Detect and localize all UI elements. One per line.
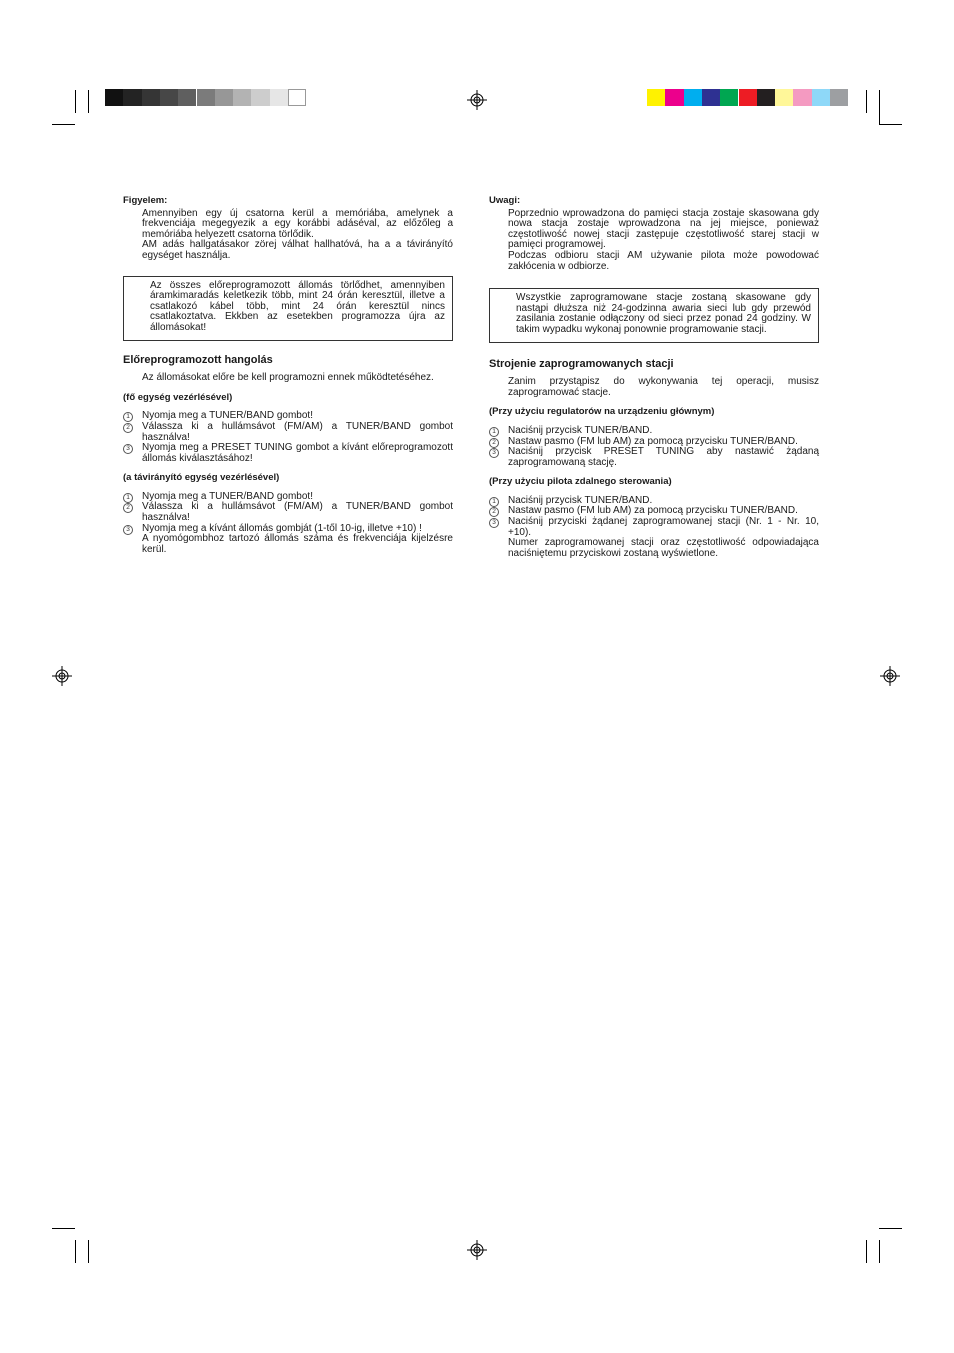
step-item [489, 517, 819, 538]
step-number-icon: 1 [489, 497, 499, 507]
step-text: Nastaw pasmo (FM lub AM) za pomocą przycisku TUNER/BAND. [508, 505, 798, 517]
color-swatch [665, 89, 683, 106]
step-text: Nyomja meg a TUNER/BAND gombot! [142, 490, 313, 502]
color-swatch [270, 89, 288, 106]
section-intro: Az állomásokat előre be kell programozni ennek működtetéséhez. [142, 372, 434, 384]
step-item [123, 422, 453, 443]
crop-mark [866, 90, 867, 113]
crop-mark [879, 124, 902, 125]
step-text: Nyomja meg a PRESET TUNING gombot a kívánt előreprogramozott állomás kiválasztásához! [142, 442, 453, 464]
color-swatch [142, 89, 160, 106]
registration-mark-icon [880, 666, 900, 686]
memory-warning-box [489, 288, 819, 342]
memory-warning-text: Wszystkie zaprogramowane stacje zostaną skasowane gdy nastąpi dłuższa niż 24-godzinna awaria sieci lub gdy przewód zasilania zostanie odłączony od sieci przez ponad 24 godziny. W takim wypadku wykonaj ponownie programowanie stacji. [516, 292, 811, 335]
section-heading: Strojenie zaprogramowanych stacji [489, 357, 674, 370]
crop-mark [879, 1240, 880, 1263]
subsection-heading: (a távirányító egység vezérlésével) [123, 472, 280, 484]
step-list [123, 411, 453, 464]
note-label: Uwagi: [489, 195, 521, 206]
step-number-icon: 2 [489, 507, 499, 517]
crop-mark [75, 1240, 76, 1263]
color-swatch [684, 89, 702, 106]
crop-mark [88, 90, 89, 113]
section-heading: Előreprogramozott hangolás [123, 353, 273, 366]
polish-column [489, 196, 819, 559]
color-swatch [178, 89, 196, 106]
subsection-heading: (fő egység vezérlésével) [123, 391, 233, 403]
color-swatch [812, 89, 830, 106]
color-swatch [123, 89, 141, 106]
note-paragraph: Podczas odbioru stacji AM używanie pilota może powodować zakłócenia w odbiorze. [508, 249, 819, 272]
color-swatch [720, 89, 738, 106]
registration-mark-icon [52, 666, 72, 686]
crop-mark [52, 1228, 75, 1229]
note-paragraph: AM adás hallgatásakor zörej válhat hallhatóvá, ha a a távirányító egységet használja. [142, 239, 453, 261]
note-paragraph: Poprzednio wprowadzona do pamięci stacja zostaje skasowana gdy nowa stacja zostaje wprowadzona na jej miejsce, ponieważ częstotliwość nowej stacji zastępuje częstotliwość starej stacji w pamięci programowej. [508, 207, 819, 251]
step-note: Numer zaprogramowanej stacji oraz częstotliwość odpowiadająca naciśniętemu przyciskowi zostaną wyświetlone. [508, 537, 819, 559]
step-text: Válassza ki a hullámsávot (FM/AM) a TUNER/BAND gombot használva! [142, 420, 453, 443]
color-swatch [775, 89, 793, 106]
step-number-icon: 3 [489, 448, 499, 458]
step-list [123, 492, 453, 534]
step-number-icon: 3 [123, 444, 133, 454]
color-swatch [793, 89, 811, 106]
step-text: Nastaw pasmo (FM lub AM) za pomocą przycisku TUNER/BAND. [508, 435, 798, 447]
step-item [123, 502, 453, 523]
crop-mark [879, 1228, 902, 1229]
step-number-icon: 1 [489, 427, 499, 437]
step-text: Nyomja meg a TUNER/BAND gombot! [142, 410, 313, 422]
color-swatch [739, 89, 757, 106]
subsection-heading: (Przy użyciu regulatorów na urządzeniu głównym) [489, 406, 715, 418]
note-label: Figyelem: [123, 195, 168, 206]
color-swatch [160, 89, 178, 106]
color-swatch [233, 89, 251, 106]
step-number-icon: 2 [489, 438, 499, 448]
step-list [489, 496, 819, 538]
memory-warning-box [123, 276, 453, 341]
hungarian-column [123, 196, 453, 555]
step-text: Naciśnij przycisk TUNER/BAND. [508, 494, 653, 506]
color-swatch [197, 89, 215, 106]
crop-mark [52, 124, 75, 125]
step-item [489, 447, 819, 468]
color-swatch [830, 89, 848, 106]
step-text: Naciśnij przycisk TUNER/BAND. [508, 424, 653, 436]
step-note: A nyomógombhoz tartozó állomás száma és frekvenciája kijelzésre kerül. [142, 533, 453, 555]
step-list [489, 426, 819, 468]
memory-warning-text: Az összes előreprogramozott állomás törlődhet, amennyiben áramkimaradás keletkezik több, mint 24 órán keresztül, illetve a csatlakozó kábel több, mint 24 órán keresztül nincs csatlakoztatva. Ekkben az esetekben programozza újra az állomásokat! [150, 279, 445, 333]
color-swatch [251, 89, 269, 106]
step-number-icon: 2 [123, 423, 133, 433]
step-number-icon: 1 [123, 412, 133, 422]
step-text: Nyomja meg a kívánt állomás gombját (1-től 10-ig, illetve +10) ! [142, 522, 422, 534]
color-swatch [105, 89, 123, 106]
color-swatch [702, 89, 720, 106]
color-swatch [215, 89, 233, 106]
step-number-icon: 3 [489, 518, 499, 528]
section-intro: Zanim przystąpisz do wykonywania tej operacji, musisz zaprogramować stacje. [508, 376, 819, 398]
step-item [123, 524, 453, 535]
registration-mark-icon [467, 90, 487, 110]
crop-mark [879, 90, 880, 125]
color-swatch [647, 89, 665, 106]
step-number-icon: 3 [123, 525, 133, 535]
subsection-heading: (Przy użyciu pilota zdalnego sterowania) [489, 476, 672, 488]
crop-mark [88, 1240, 89, 1263]
note-paragraph: Amennyiben egy új csatorna kerül a memóriába, amelynek a frekvenciája megegyezik a egy korábbi adáséval, az előzőleg a memóriába helyezett csatorna törlődik. [142, 207, 453, 240]
crop-mark [866, 1240, 867, 1263]
registration-mark-icon [467, 1240, 487, 1260]
step-text: Naciśnij przyciski żądanej zaprogramowanej stacji (Nr. 1 - Nr. 10, +10). [508, 516, 819, 538]
step-item [123, 443, 453, 464]
color-swatch [288, 89, 306, 106]
step-text: Naciśnij przycisk PRESET TUNING aby nastawić żądaną zaprogramowaną stację. [508, 446, 819, 468]
color-swatch [757, 89, 775, 106]
step-number-icon: 2 [123, 503, 133, 513]
step-text: Válassza ki a hullámsávot (FM/AM) a TUNER/BAND gombot használva! [142, 501, 453, 524]
crop-mark [75, 90, 76, 113]
step-number-icon: 1 [123, 493, 133, 503]
